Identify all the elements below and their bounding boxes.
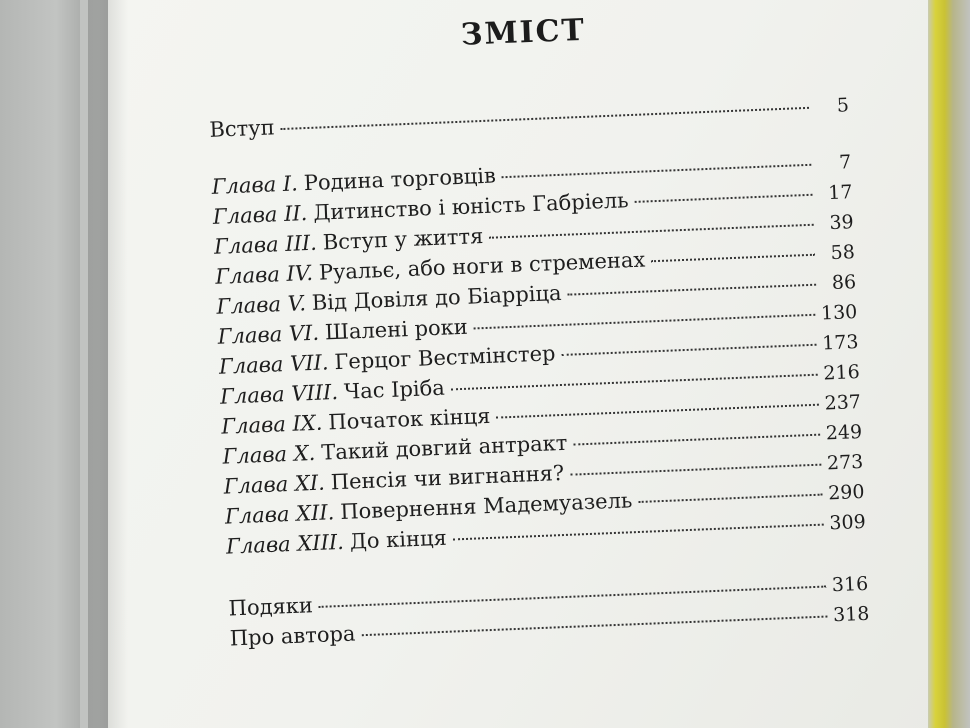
page-number: 309	[828, 510, 867, 535]
page-number: 130	[820, 301, 858, 325]
page-number: 237	[824, 390, 862, 415]
entry-label: Про автора	[229, 621, 356, 651]
entry-label: Вступ	[208, 115, 276, 142]
page-number: 318	[832, 602, 870, 627]
dot-leader	[453, 524, 824, 541]
dot-leader	[573, 434, 820, 446]
dot-leader	[567, 284, 816, 296]
chapter-prefix: Глава VII.	[218, 350, 329, 379]
page-number: 316	[831, 572, 869, 597]
entry-label: Подяки	[228, 593, 314, 621]
page-number: 5	[836, 94, 850, 117]
chapter-prefix: Глава XI.	[223, 470, 326, 499]
chapter-title: Дитинство і юність Габріель	[312, 188, 630, 225]
toc-title: ЗМІСТ	[460, 12, 587, 53]
page-number: 273	[826, 450, 864, 475]
chapter-prefix: Глава XII.	[224, 500, 335, 529]
chapter-title: Родина торговців	[303, 163, 497, 196]
page-number: 17	[827, 181, 853, 205]
book-cover-edge	[928, 0, 970, 728]
chapter-title: Вступ у життя	[322, 224, 484, 255]
page-number: 58	[830, 241, 856, 265]
chapter-title: Герцог Вестмінстер	[334, 341, 556, 375]
dot-leader	[635, 194, 813, 203]
dot-leader	[651, 254, 815, 263]
chapter-prefix: Глава III.	[213, 230, 318, 259]
chapter-prefix: Глава II.	[212, 201, 308, 229]
page-number: 173	[821, 331, 859, 355]
page-number: 290	[827, 480, 865, 505]
chapter-prefix: Глава VI.	[217, 320, 320, 349]
chapter-title: Руальє, або ноги в стременах	[318, 247, 646, 285]
chapter-title: Час Іріба	[343, 375, 446, 404]
page-number: 216	[822, 361, 861, 385]
chapter-title: До кінця	[349, 525, 448, 554]
dot-leader	[561, 344, 816, 356]
chapter-prefix: Глава IV.	[214, 260, 314, 289]
dot-leader	[451, 374, 818, 391]
chapter-title: Шалені роки	[324, 314, 469, 345]
page-number: 39	[829, 211, 855, 235]
dot-leader	[502, 164, 812, 178]
underlying-page	[0, 0, 80, 728]
dot-leader	[474, 314, 815, 330]
chapter-prefix: Глава V.	[216, 291, 307, 319]
chapter-title: Пенсія чи вигнання?	[330, 460, 565, 495]
page-number: 249	[825, 420, 863, 445]
chapter-prefix: Глава XIII.	[225, 529, 345, 559]
chapter-title: Такий довгий антракт	[320, 430, 568, 465]
dot-leader	[496, 404, 818, 419]
dot-leader	[319, 586, 826, 608]
page-number: 86	[831, 271, 857, 295]
chapter-prefix: Глава X.	[222, 440, 316, 469]
chapter-title: Повернення Мадемуазель	[339, 488, 633, 524]
chapter-prefix: Глава IX.	[220, 410, 323, 439]
dot-leader	[361, 616, 827, 637]
chapter-prefix: Глава I.	[211, 171, 299, 199]
dot-leader	[570, 464, 821, 476]
page-number: 7	[838, 151, 852, 174]
chapter-prefix: Глава VIII.	[219, 379, 339, 409]
page-shadow	[88, 0, 128, 728]
chapter-title: Початок кінця	[327, 403, 491, 435]
chapter-title: Від Довіля до Біарріца	[311, 280, 562, 315]
dot-leader	[489, 224, 813, 239]
dot-leader	[638, 494, 822, 503]
